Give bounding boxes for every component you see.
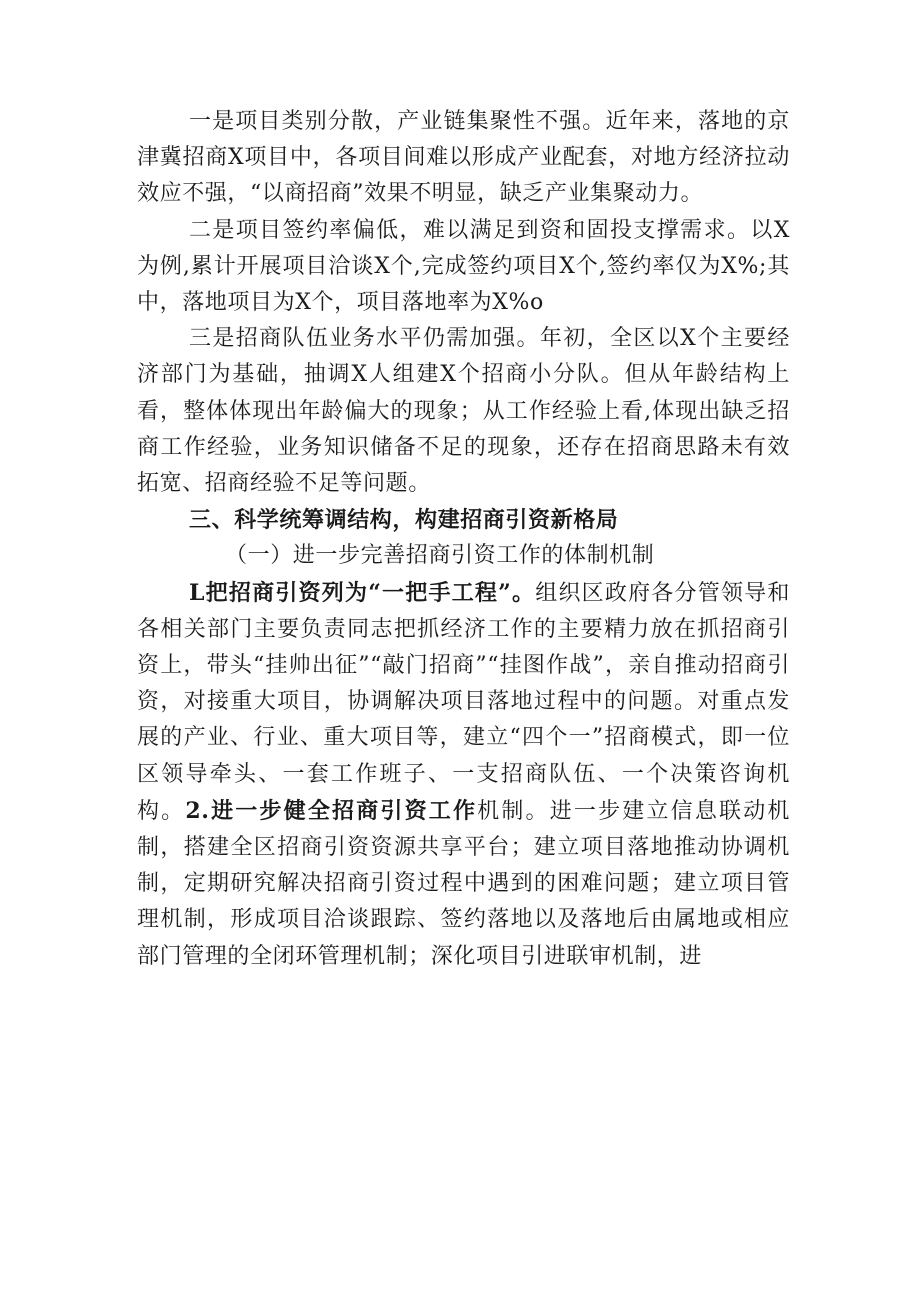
paragraph-signing-rate: 二是项目签约率偏低，难以满足到资和固投支撑需求。以X为例,累计开展项目洽谈X个,完成签约项目X个,签约率仅为X%;其中，落地项目为X个，项目落地率为X%o	[137, 217, 790, 316]
body-text-b: 机制。进一步建立信息联动机制，搭建全区招商引资资源共享平台；建立项目落地推动协调机制，定期研究解决招商引资过程中遇到的困难问题；建立项目管理机制，形成项目洽谈跟踪、签约落地以及落地后由属地或相应部门管理的全闭环管理机制；深化项目引进联审机制，进	[137, 798, 790, 969]
body-text-a: 组织区政府各分管领导和各相关部门主要负责同志把抓经济工作的主要精力放在抓招商引资上，带头“挂帅出征”“敲门招商”“挂图作战”，亲自推动招商引资，对接重大项目，协调解决项目落地过程中的问题。对重点发展的产业、行业、重大项目等，建立“四个一”招商模式，即一位区领导牵头、一套工作班子、一支招商队伍、一个决策咨询机构。	[137, 580, 790, 824]
section-heading: 三、科学统筹调结构，构建招商引资新格局	[189, 507, 619, 534]
document-page	[137, 104, 790, 975]
paragraph-project-dispersion: 一是项目类别分散，产业链集聚性不强。近年来，落地的京津冀招商X项目中，各项目间难以形成产业配套，对地方经济拉动效应不强，“以商招商”效果不明显，缺乏产业集聚动力。	[137, 109, 790, 207]
sub-heading: （一）进一步完善招商引资工作的体制机制	[225, 543, 655, 569]
mid-bold-text: 2.进一步健全招商引资工作	[185, 797, 478, 824]
paragraph-investment-team: 三是招商队伍业务水平仍需加强。年初，全区以X个主要经济部门为基础，抽调X人组建X个招商小分队。但从年龄结构上看，整体体现出年龄偏大的现象；从工作经验上看,体现出缺乏招商工作经验，业务知识储备不足的现象，还存在招商思路未有效拓宽、招商经验不足等问题。	[137, 326, 790, 497]
lead-bold-text: L把招商引资列为“一把手工程”。	[189, 579, 536, 606]
paragraph-mechanism	[137, 575, 790, 975]
